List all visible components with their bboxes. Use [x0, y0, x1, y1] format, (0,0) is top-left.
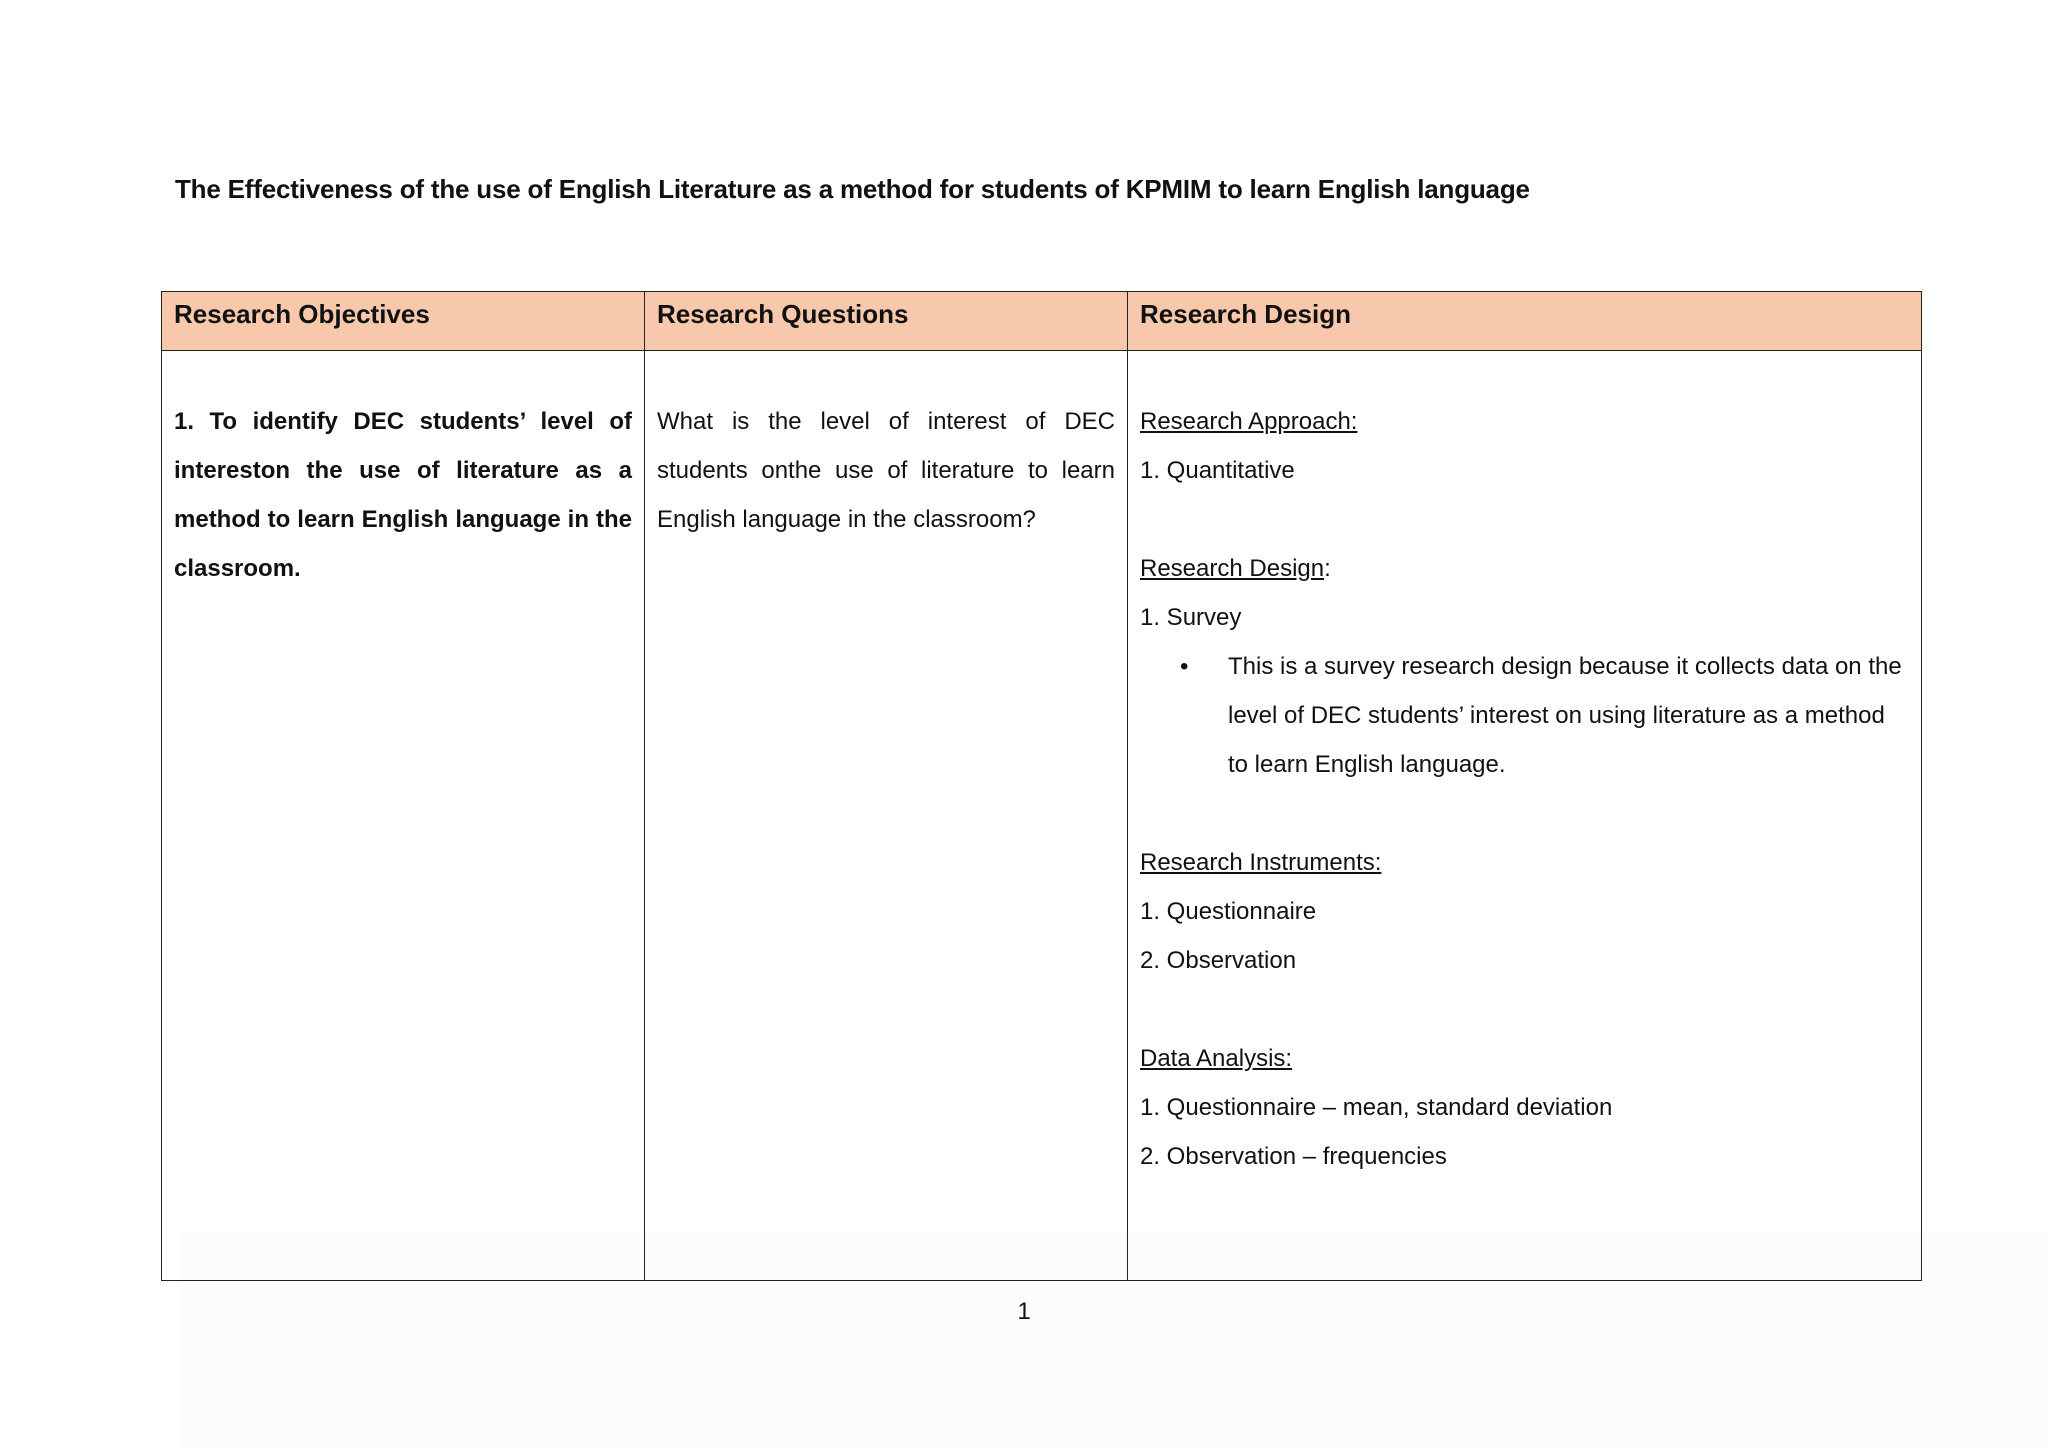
research-design-table	[161, 291, 1922, 1281]
design-bullet-text: This is a survey research design because it collects data on the level of DEC students’ interest on using literature as a method to learn English language.	[1228, 653, 1902, 778]
document-title: The Effectiveness of the use of English Literature as a method for students of KPMIM to learn English language	[175, 174, 1530, 204]
header-research-objectives: Research Objectives	[162, 292, 645, 351]
question-text: What is the level of interest of DEC students onthe use of literature to learn English language in the classroom?	[657, 408, 1115, 533]
objective-text: 1. To identify DEC students’ level of intereston the use of literature as a method to learn English language in the classroom.	[174, 408, 632, 582]
questions-cell	[645, 351, 1128, 1281]
bullet-icon: •	[1180, 653, 1189, 680]
table-row	[162, 351, 1922, 1281]
approach-heading: Research Approach:	[1140, 408, 1358, 435]
objectives-cell	[162, 351, 645, 1281]
instrument-item: 2. Observation	[1140, 947, 1297, 974]
design-heading-line	[1140, 544, 1909, 593]
instrument-item: 1. Questionnaire	[1140, 898, 1317, 925]
page-number: 1	[1017, 1298, 1031, 1325]
analysis-heading: Data Analysis:	[1140, 1045, 1293, 1072]
design-item: 1. Survey	[1140, 604, 1242, 631]
approach-item: 1. Quantitative	[1140, 457, 1295, 484]
header-research-design: Research Design	[1128, 292, 1922, 351]
design-heading-colon: :	[1324, 555, 1331, 582]
analysis-item: 2. Observation – frequencies	[1140, 1143, 1447, 1170]
design-cell	[1128, 351, 1922, 1281]
design-bullet-item	[1140, 642, 1909, 789]
design-heading: Research Design	[1140, 555, 1325, 582]
analysis-item: 1. Questionnaire – mean, standard deviation	[1140, 1094, 1613, 1121]
table-header-row	[162, 292, 1922, 351]
header-research-questions: Research Questions	[645, 292, 1128, 351]
instruments-heading: Research Instruments:	[1140, 849, 1382, 876]
